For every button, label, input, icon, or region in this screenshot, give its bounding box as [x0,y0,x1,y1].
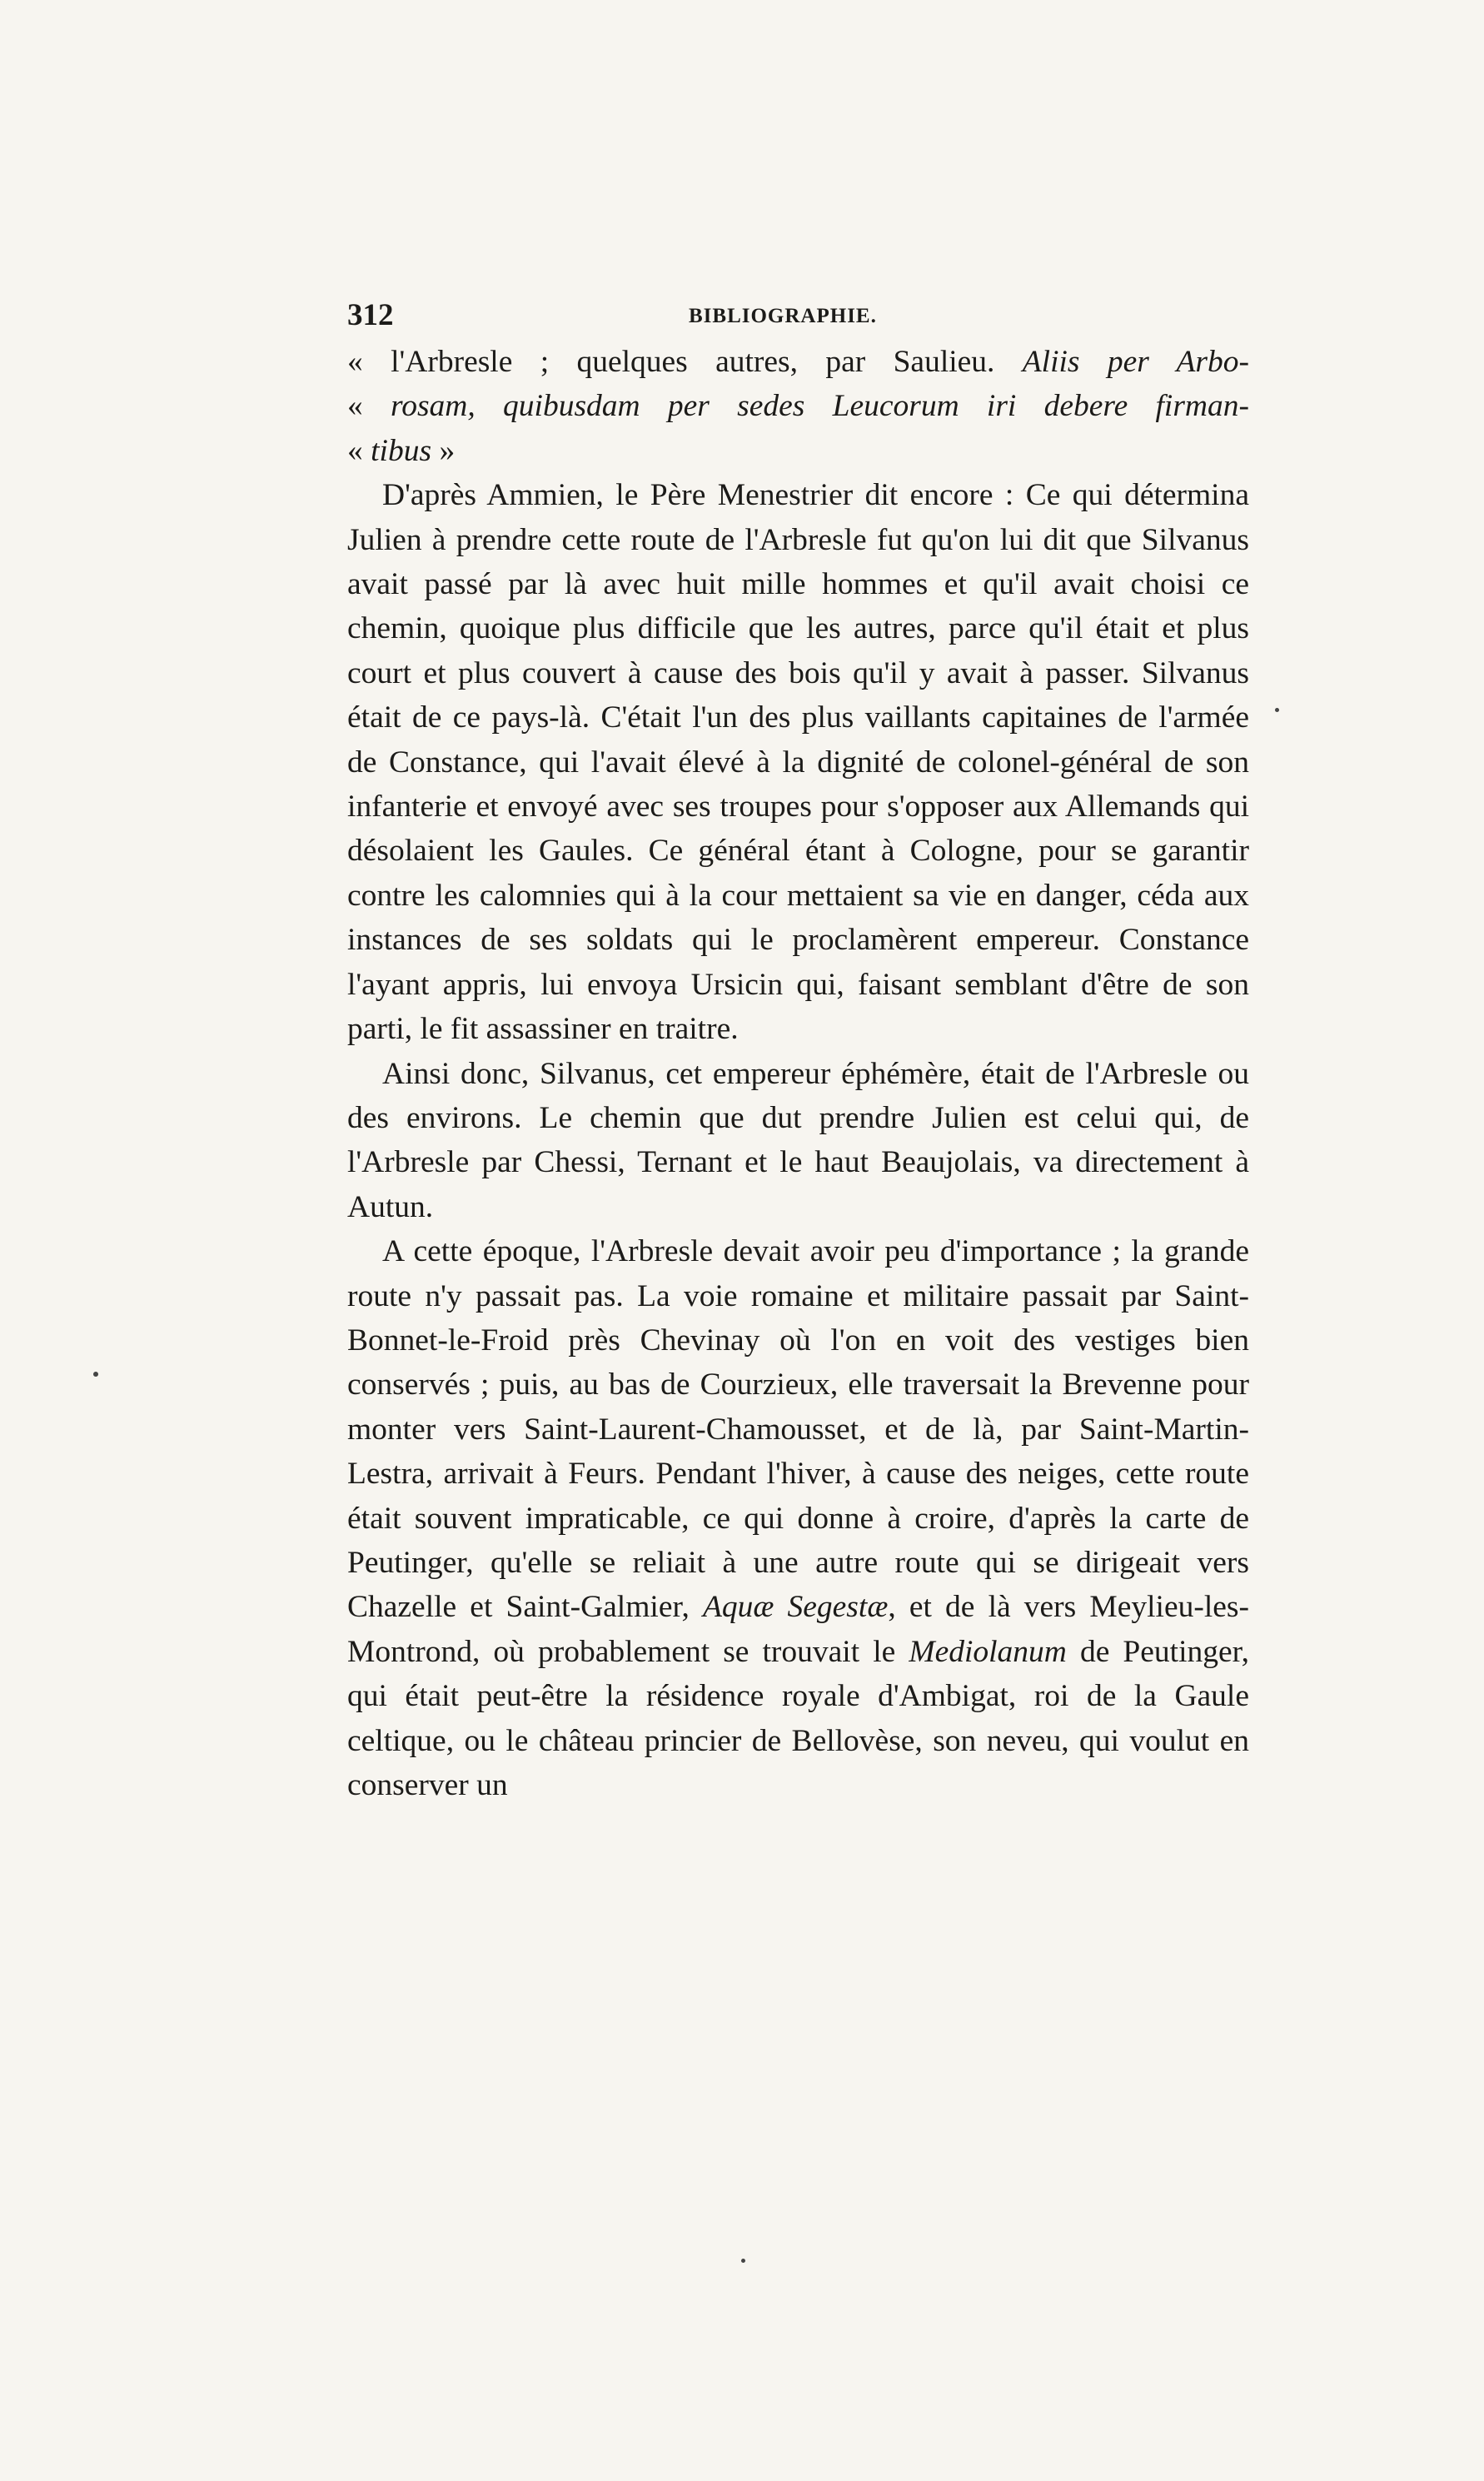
page-number: 312 [347,298,394,332]
body-text [347,340,1249,1807]
paper-speck [1275,708,1279,712]
quote-line-3-close: » [431,433,456,468]
quote-line-2-latin: rosam, quibusdam per sedes Leucorum iri debere firman- [391,389,1249,424]
aquae-segestae: Aquæ Segestæ [702,1590,889,1625]
paragraph-3-part-a: A cette époque, l'Arbresle devait avoir peu d'importance ; la grande route n'y passait pas. La voie romaine et militaire passait par Saint-Bonnet-le-Froid près Chevinay où l'on en voit des vestiges bien conservés ; puis, au bas de Courzieux, elle traversait la Brevenne pour monter vers Saint-Laurent-Chamousset, et de là, par Saint-Martin-Lestra, arrivait à Feurs. Pendant l'hiver, à cause des neiges, cette route était souvent impraticable, ce qui donne à croire, d'après la carte de Peutinger, qu'elle se reliait à une autre route qui se dirigeait vers Chazelle et Saint-Galmier, [347,1234,1249,1625]
quote-line-1 [347,340,1249,384]
paragraph-3 [347,1229,1249,1807]
quote-line-3-latin: tibus [371,433,432,468]
paragraph-3-part-b: , et de là vers Meylieu-les-Montrond, où probablement se trouvait le [347,1590,1249,1669]
quote-line-2 [347,384,1249,428]
paper-speck [741,2259,745,2263]
paragraph-2: Ainsi donc, Silvanus, cet empereur éphémère, était de l'Arbresle ou des environs. Le chemin que dut prendre Julien est celui qui, de l'Arbresle par Chessi, Ternant et le haut Beaujolais, va directement à Autun. [347,1056,1249,1224]
quote-line-1-latin: Aliis per Arbo- [1022,345,1249,379]
quote-line-3 [347,429,1249,473]
quote-line-1-text: « l'Arbresle ; quelques autres, par Saulieu. [347,345,1023,379]
latin-quote [347,340,1249,473]
quote-line-3-open: « [347,433,371,468]
mediolanum: Mediolanum [909,1634,1067,1669]
running-title: BIBLIOGRAPHIE. [689,305,877,327]
paper-speck [93,1372,98,1377]
quote-line-2-open: « [347,389,391,424]
paragraph-1: D'après Ammien, le Père Menestrier dit encore : Ce qui détermina Julien à prendre cette route de l'Arbresle fut qu'on lui dit que Silvanus avait passé par là avec huit mille hommes et qu'il avait choisi ce chemin, quoique plus difficile que les autres, parce qu'il était et plus court et plus couvert à cause des bois qu'il y avait à passer. Silvanus était de ce pays-là. C'était l'un des plus vaillants capitaines de l'armée de Constance, qui l'avait élevé à la dignité de colonel-général de son infanterie et envoyé avec ses troupes pour s'opposer aux Allemands qui désolaient les Gaules. Ce général étant à Cologne, pour se garantir contre les calomnies qui à la cour mettaient sa vie en danger, céda aux instances de ses soldats qui le proclamèrent empereur. Constance l'ayant appris, lui envoya Ursicin qui, faisant semblant d'être de son parti, le fit assassiner en traitre. [347,478,1249,1047]
paragraph-3-part-c: de Peutinger, qui était peut-être la résidence royale d'Ambigat, roi de la Gaule celtique, ou le château princier de Bellovèse, son neveu, qui voulut en conserver un [347,1634,1249,1802]
page-header [347,293,1249,338]
